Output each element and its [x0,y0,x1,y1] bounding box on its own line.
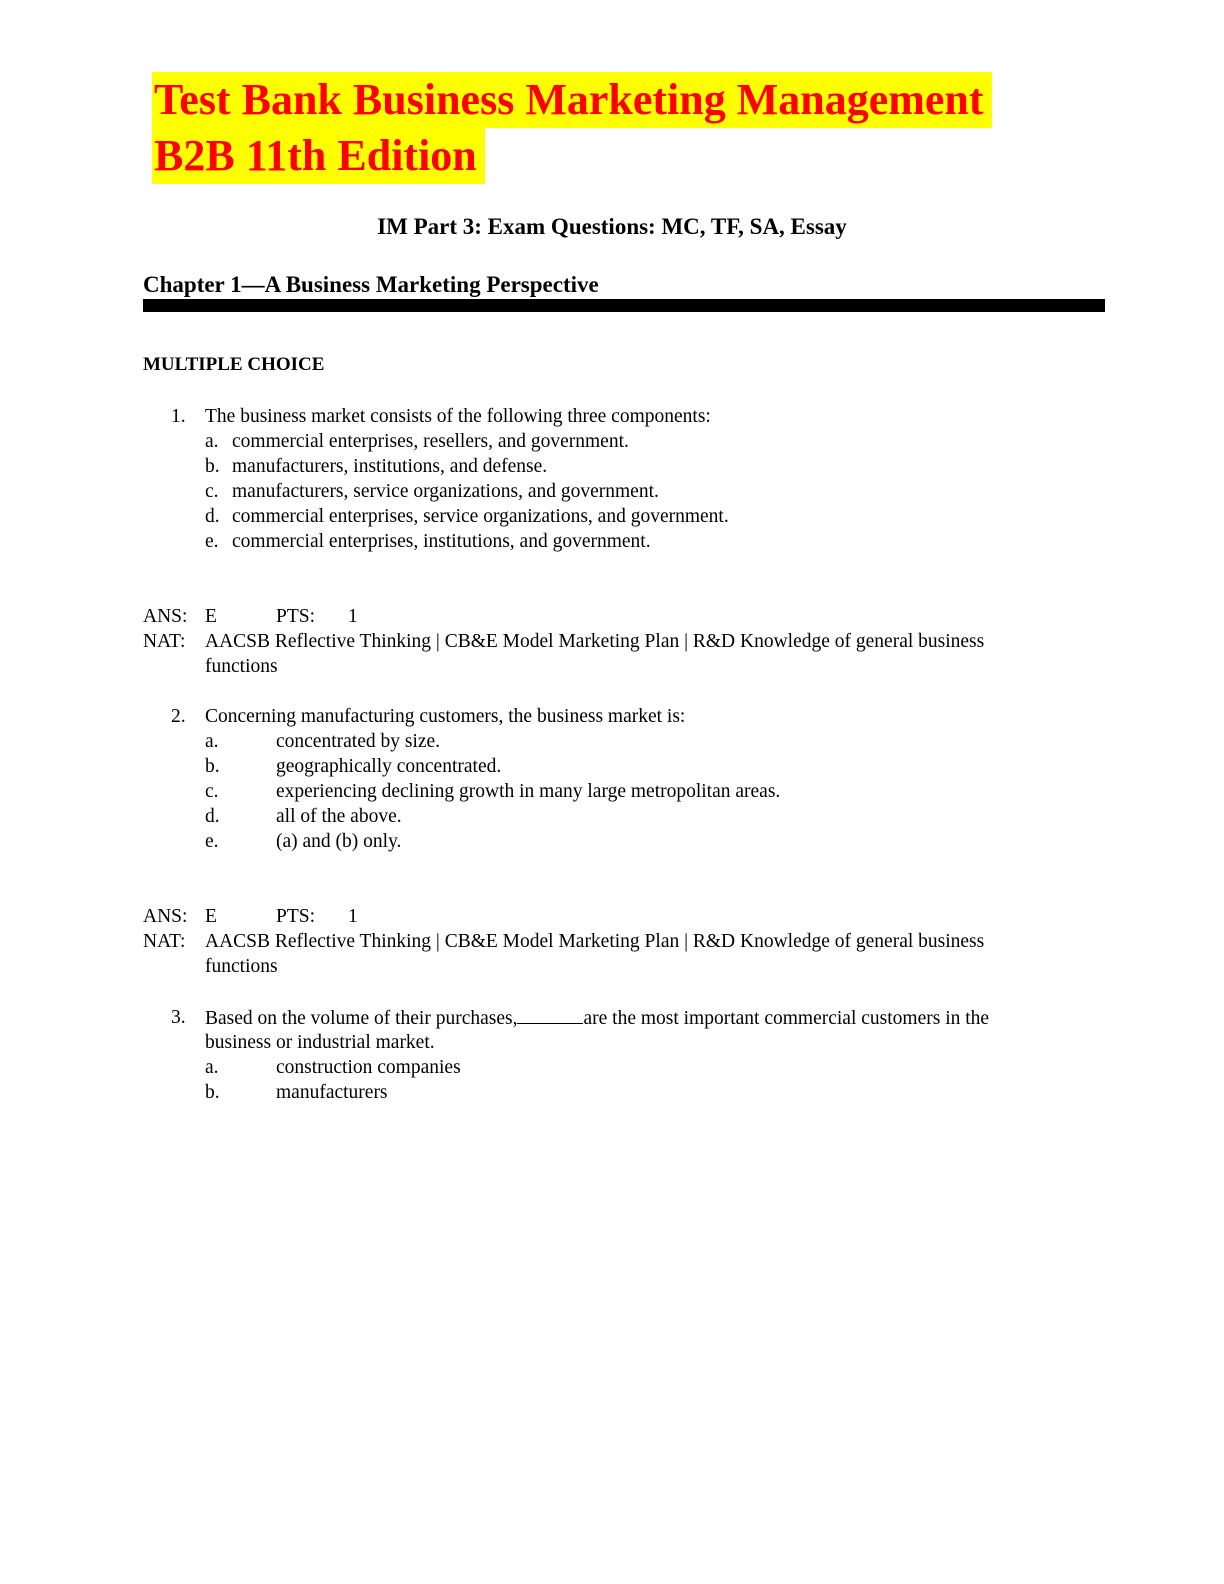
fill-in-blank [517,1005,583,1024]
nat-label: NAT: [143,931,186,952]
question-stem-continued: business or industrial market. [205,1032,435,1053]
question-stem: Concerning manufacturing customers, the business market is: [205,706,686,727]
nat-text-continued: functions [205,656,278,677]
option-letter: e. [205,831,219,852]
section-heading: MULTIPLE CHOICE [143,354,325,375]
nat-text: AACSB Reflective Thinking | CB&E Model Marketing Plan | R&D Knowledge of general business [205,631,985,652]
option-text: geographically concentrated. [276,756,502,777]
option-text: all of the above. [276,806,402,827]
option-text: (a) and (b) only. [276,831,402,852]
option-letter: b. [205,456,220,477]
answer-label: ANS: [143,906,188,927]
points-value: 1 [348,906,358,927]
answer-value: E [205,906,217,927]
option-letter: a. [205,731,219,752]
title-line-1: Test Bank Business Marketing Management [152,72,992,128]
option-letter: b. [205,756,220,777]
question-number: 2. [171,706,186,727]
option-letter: a. [205,1057,219,1078]
option-letter: d. [205,806,220,827]
question-number: 1. [171,406,186,427]
option-letter: a. [205,431,219,452]
question-number: 3. [171,1007,186,1028]
stem-before-blank: Based on the volume of their purchases, [205,1008,518,1029]
nat-text: AACSB Reflective Thinking | CB&E Model Marketing Plan | R&D Knowledge of general business [205,931,985,952]
subtitle: IM Part 3: Exam Questions: MC, TF, SA, Essay [377,214,847,239]
option-text: commercial enterprises, institutions, and government. [232,531,651,552]
answer-value: E [205,606,217,627]
option-text: commercial enterprises, resellers, and government. [232,431,629,452]
chapter-heading: Chapter 1—A Business Marketing Perspective [143,272,599,297]
nat-label: NAT: [143,631,186,652]
title-line-2: B2B 11th Edition [152,128,485,184]
document-title [152,72,992,184]
points-label: PTS: [276,906,316,927]
answer-label: ANS: [143,606,188,627]
points-value: 1 [348,606,358,627]
option-text: experiencing declining growth in many large metropolitan areas. [276,781,781,802]
option-text: manufacturers [276,1082,388,1103]
points-label: PTS: [276,606,316,627]
chapter-rule [143,299,1105,312]
stem-after-blank: are the most important commercial customers in the [583,1008,990,1029]
question-stem: The business market consists of the following three components: [205,406,711,427]
option-letter: e. [205,531,219,552]
nat-text-continued: functions [205,956,278,977]
option-text: commercial enterprises, service organizations, and government. [232,506,729,527]
question-stem [205,1005,989,1031]
option-letter: c. [205,781,219,802]
option-text: construction companies [276,1057,461,1078]
option-text: manufacturers, institutions, and defense. [232,456,548,477]
option-text: concentrated by size. [276,731,441,752]
option-letter: d. [205,506,220,527]
option-letter: c. [205,481,219,502]
option-text: manufacturers, service organizations, and government. [232,481,659,502]
option-letter: b. [205,1082,220,1103]
